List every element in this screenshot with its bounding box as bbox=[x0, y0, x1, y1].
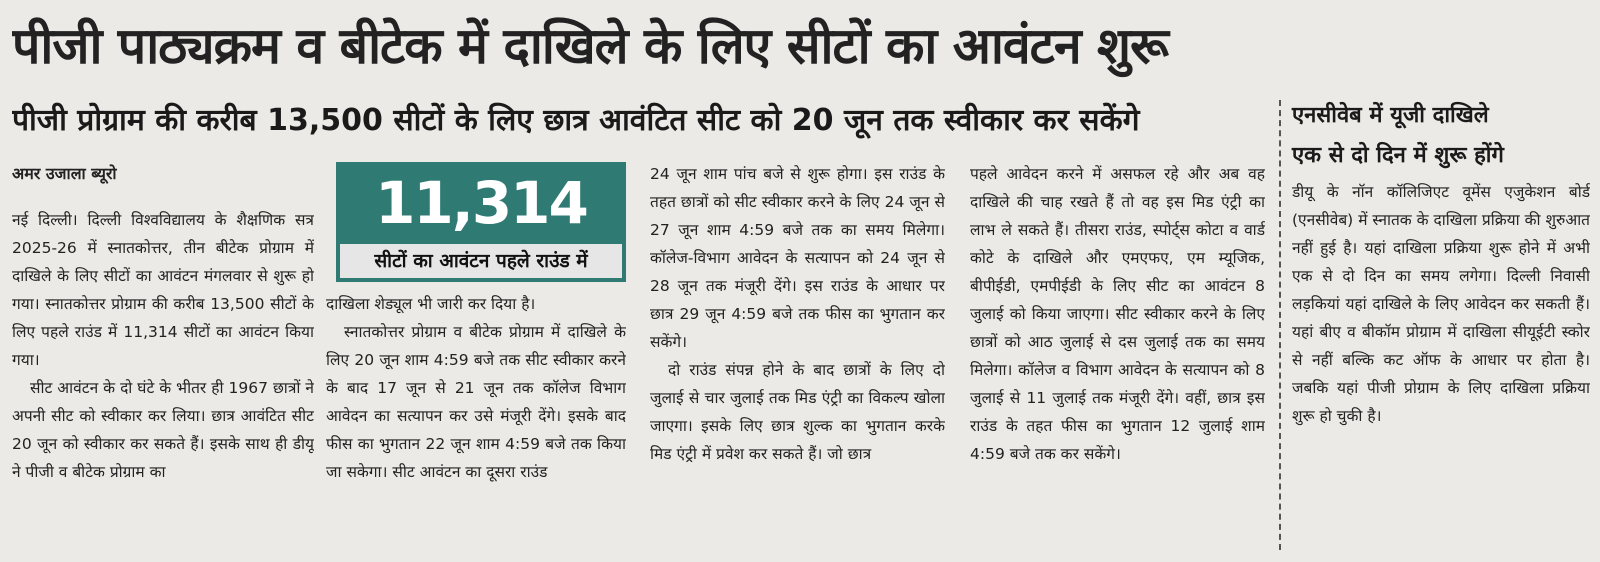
column-divider bbox=[1279, 100, 1281, 550]
paragraph: 24 जून शाम पांच बजे से शुरू होगा। इस राउंड के तहत छात्रों को सीट स्वीकार करने के लिए 24 जून से 27 जून शाम 4:59 बजे तक का समय मिलेगा। कॉलेज-विभाग आवेदन के सत्यापन को 24 जून से 28 जून तक मंजूरी देंगे। इस राउंड के आधार पर छात्र 29 जून 4:59 बजे तक फीस का भुगतान कर सकेंगे। bbox=[650, 165, 945, 351]
sidebar-headline-line-1: एनसीवेब में यूजी दाखिले bbox=[1292, 103, 1489, 128]
paragraph: स्नातकोत्तर प्रोग्राम व बीटेक प्रोग्राम में दाखिले के लिए 20 जून शाम 4:59 बजे तक सीट स्वीकार करने के बाद 17 जून से 21 जून तक कॉलेज विभाग आवेदन का सत्यापन कर उसे मंजूरी देंगे। इसके बाद फीस का भुगतान 22 जून शाम 4:59 बजे तक किया जा सकेगा। सीट आवंटन का दूसरा राउंड bbox=[326, 323, 626, 481]
subheadline: पीजी प्रोग्राम की करीब 13,500 सीटों के लिए छात्र आवंटित सीट को 20 जून तक स्वीकार कर सकेंगे bbox=[12, 103, 1140, 138]
paragraph: दो राउंड संपन्न होने के बाद छात्रों के लिए दो जुलाई से चार जुलाई तक मिड एंट्री का विकल्प खोला जाएगा। इसके लिए छात्र शुल्क का भुगतान करके मिड एंट्री में प्रवेश कर सकते हैं। जो छात्र bbox=[650, 361, 945, 463]
byline: अमर उजाला ब्यूरो bbox=[12, 164, 117, 183]
paragraph: पहले आवेदन करने में असफल रहे और अब वह दाखिले की चाह रखते हैं तो वह इस मिड एंट्री का लाभ ले सकते हैं। तीसरा राउंड, स्पोर्ट्स कोटा व वार्ड कोटे के दाखिले और एमएफए, एम म्यूजिक, बीपीईडी, एमपीईडी के लिए सीट का आवंटन 8 जुलाई को किया जाएगा। सीट स्वीकार करने के लिए छात्रों को आठ जुलाई से दस जुलाई तक का समय मिलेगा। कॉलेज व विभाग आवेदन के सत्यापन को 8 जुलाई से 11 जुलाई तक मंजूरी देंगे। वहीं, छात्र इस राउंड के तहत फीस का भुगतान 12 जुलाई शाम 4:59 बजे तक कर सकेंगे। bbox=[970, 165, 1265, 463]
sidebar-headline bbox=[1292, 96, 1592, 176]
callout-number: 11,314 bbox=[375, 169, 587, 237]
article-column-3 bbox=[650, 160, 945, 555]
sidebar-column bbox=[1292, 178, 1590, 555]
headline: पीजी पाठ्यक्रम व बीटेक में दाखिले के लिए सीटों का आवंटन शुरू bbox=[12, 17, 1168, 75]
stat-callout-box bbox=[336, 162, 626, 282]
article-column-2 bbox=[326, 290, 626, 555]
sidebar-headline-line-2: एक से दो दिन में शुरू होंगे bbox=[1292, 143, 1504, 168]
paragraph: सीट आवंटन के दो घंटे के भीतर ही 1967 छात्रों ने अपनी सीट को स्वीकार कर लिया। छात्र आवंटित सीट 20 जून को स्वीकार कर सकते हैं। इसके साथ ही डीयू ने पीजी व बीटेक प्रोग्राम का bbox=[12, 379, 314, 481]
paragraph: नई दिल्ली। दिल्ली विश्वविद्यालय के शैक्षणिक सत्र 2025-26 में स्नातकोत्तर, तीन बीटेक प्रोग्राम में दाखिले के लिए सीटों का आवंटन मंगलवार से शुरू हो गया। स्नातकोत्तर प्रोग्राम की करीब 13,500 सीटों के लिए पहले राउंड में 11,314 सीटों का आवंटन किया गया। bbox=[12, 211, 314, 369]
article-column-4 bbox=[970, 160, 1265, 555]
paragraph: दाखिला शेड्यूल भी जारी कर दिया है। bbox=[326, 295, 536, 313]
article-column-1 bbox=[12, 160, 314, 555]
paragraph: डीयू के नॉन कॉलिजिएट वूमेंस एजुकेशन बोर्ड (एनसीवेब) में स्नातक के दाखिला प्रक्रिया की शुरुआत नहीं हुई है। यहां दाखिला प्रक्रिया शुरू होने में अभी एक से दो दिन का समय लगेगा। दिल्ली निवासी लड़कियां यहां दाखिले के लिए आवेदन कर सकती हैं। यहां बीए व बीकॉम प्रोग्राम में दाखिला सीयूईटी स्कोर से नहीं बल्कि कट ऑफ के आधार पर होता है। जबकि यहां पीजी प्रोग्राम के लिए दाखिला प्रक्रिया शुरू हो चुकी है। bbox=[1292, 183, 1590, 425]
callout-caption: सीटों का आवंटन पहले राउंड में bbox=[340, 244, 622, 278]
